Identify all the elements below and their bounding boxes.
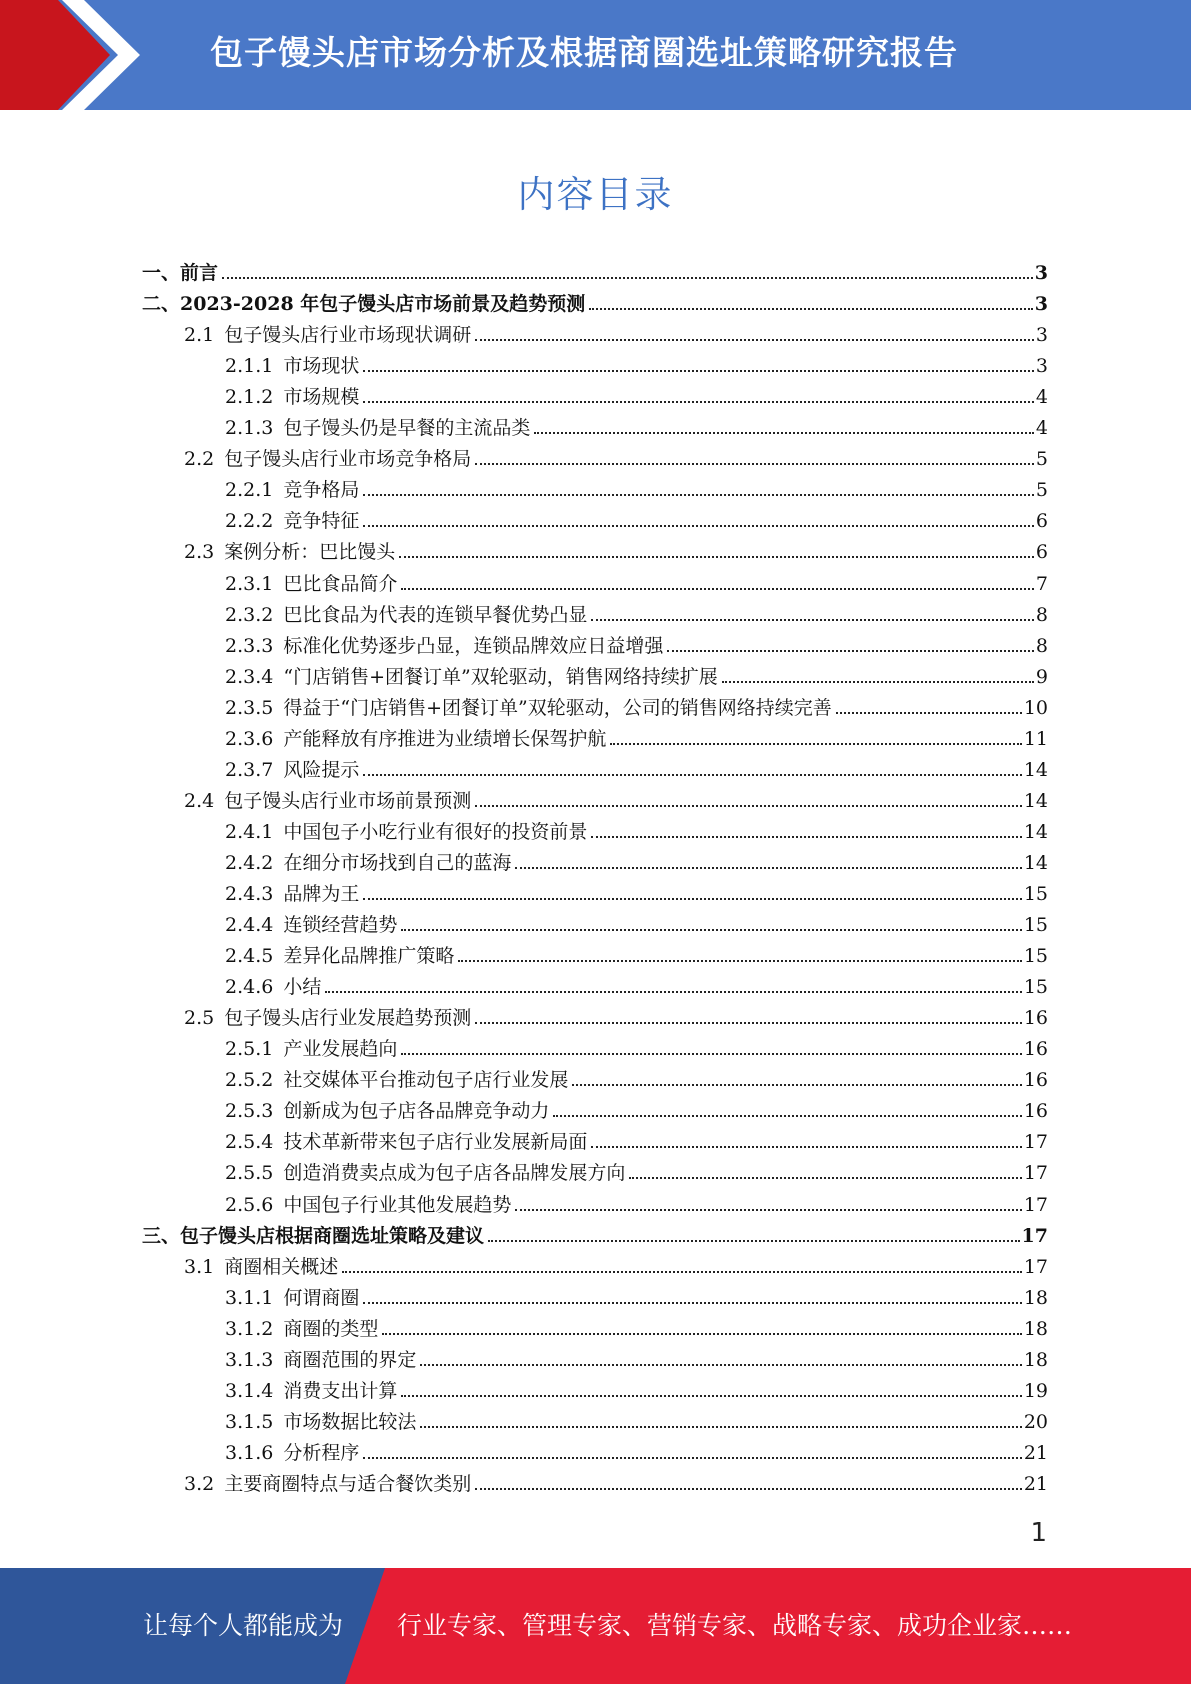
- toc-entry-label: 得益于“门店销售+团餐订单”双轮驱动，公司的销售网络持续完善: [283, 696, 832, 719]
- toc-entry[interactable]: [225, 378, 1048, 409]
- toc-leader-dots: [222, 277, 1033, 279]
- toc-entry-page: 3: [1035, 324, 1048, 347]
- toc-entry-page: 15: [1023, 945, 1048, 968]
- toc-entry-number: 2.3.3: [225, 634, 274, 657]
- toc-entry[interactable]: [225, 1434, 1048, 1465]
- toc-entry-page: 15: [1023, 976, 1048, 999]
- toc-entry[interactable]: [184, 1248, 1048, 1279]
- toc-entry-page: 17: [1021, 1224, 1048, 1247]
- toc-entry-number: 3.1.6: [225, 1441, 274, 1464]
- toc-leader-dots: [515, 1209, 1021, 1211]
- toc-entry-label: 前言: [180, 262, 219, 284]
- toc-entry-page: 16: [1023, 1069, 1048, 1092]
- toc-entry[interactable]: [225, 627, 1048, 658]
- toc-entry-label: 商圈范围的界定: [283, 1348, 417, 1371]
- toc-entry-page: 4: [1035, 386, 1048, 409]
- toc-entry-number: 2.4.2: [225, 851, 274, 874]
- toc-entry[interactable]: [225, 1123, 1048, 1154]
- toc-entry-page: 14: [1023, 789, 1048, 812]
- toc-entry-label: 分析程序: [283, 1441, 360, 1464]
- toc-entry[interactable]: [225, 844, 1048, 875]
- toc-entry-page: 8: [1035, 634, 1048, 657]
- toc-entry-label: 市场现状: [283, 355, 360, 378]
- toc-entry-number: 2.3.2: [225, 603, 274, 626]
- toc-entry-number: 2.3.4: [225, 665, 274, 688]
- toc-entry-label: 中国包子小吃行业有很好的投资前景: [283, 820, 588, 843]
- toc-entry-number: 一、: [142, 262, 181, 284]
- toc-leader-dots: [363, 494, 1034, 496]
- toc-entry[interactable]: [225, 1186, 1048, 1217]
- toc-entry[interactable]: [225, 596, 1048, 627]
- toc-leader-dots: [420, 1426, 1021, 1428]
- toc-entry-page: 4: [1035, 417, 1048, 440]
- toc-entry-page: 18: [1023, 1286, 1048, 1309]
- toc-entry-label: 差异化品牌推广策略: [283, 945, 455, 968]
- toc-entry[interactable]: [184, 999, 1048, 1030]
- toc-entry-label: “门店销售+团餐订单”双轮驱动，销售网络持续扩展: [283, 665, 718, 688]
- toc-leader-dots: [401, 929, 1021, 931]
- toc-entry-label: 消费支出计算: [283, 1379, 398, 1402]
- toc-entry-number: 3.1.5: [225, 1410, 274, 1433]
- toc-leader-dots: [399, 556, 1034, 558]
- toc-entry[interactable]: [142, 254, 1048, 285]
- toc-entry-label: 创造消费卖点成为包子店各品牌发展方向: [283, 1162, 626, 1185]
- toc-entry-label: 竞争特征: [283, 510, 360, 533]
- toc-entry-number: 2.5.3: [225, 1100, 274, 1123]
- toc-entry-number: 2.5.2: [225, 1069, 274, 1092]
- toc-leader-dots: [325, 991, 1021, 993]
- toc-leader-dots: [722, 681, 1034, 683]
- toc-entry-number: 2.1: [184, 324, 215, 347]
- toc-entry-label: 在细分市场找到自己的蓝海: [283, 851, 512, 874]
- toc-entry[interactable]: [142, 285, 1048, 316]
- toc-leader-dots: [458, 960, 1021, 962]
- toc-leader-dots: [401, 588, 1034, 590]
- header-banner: [0, 0, 1191, 110]
- toc-entry-label: 小结: [283, 976, 322, 999]
- toc-entry[interactable]: [225, 968, 1048, 999]
- toc-entry-label: 品牌为王: [283, 883, 360, 905]
- toc-leader-dots: [572, 1084, 1021, 1086]
- toc-entry-page: 17: [1023, 1131, 1048, 1154]
- toc-entry-label: 市场规模: [283, 386, 360, 409]
- toc-entry[interactable]: [225, 1154, 1048, 1185]
- toc-entry-number: 3.1.4: [225, 1379, 274, 1402]
- toc-entry-number: 2.4.3: [225, 883, 274, 905]
- toc-entry-page: 16: [1023, 1100, 1048, 1123]
- footer-slogan-right: 行业专家、管理专家、营销专家、战略专家、成功企业家……: [397, 1611, 1073, 1640]
- toc-entry-page: 21: [1023, 1472, 1048, 1495]
- toc-leader-dots: [475, 1022, 1022, 1024]
- toc-entry[interactable]: [225, 1372, 1048, 1403]
- toc-entry-label: 市场数据比较法: [283, 1410, 417, 1433]
- toc-entry[interactable]: [225, 565, 1048, 596]
- toc-entry-page: 17: [1023, 1162, 1048, 1185]
- toc-entry-number: 3.1.3: [225, 1348, 274, 1371]
- toc-entry-number: 2.3.6: [225, 727, 274, 750]
- toc-entry-label: 包子馒头店行业市场现状调研: [224, 324, 472, 347]
- toc-entry-page: 18: [1023, 1348, 1048, 1371]
- toc-entry-label: 巴比食品为代表的连锁早餐优势凸显: [283, 603, 588, 626]
- toc-leader-dots: [589, 308, 1032, 310]
- toc-leader-dots: [475, 1488, 1022, 1490]
- toc-leader-dots: [553, 1115, 1021, 1117]
- toc-entry-number: 2.3: [184, 541, 215, 564]
- toc-leader-dots: [591, 619, 1034, 621]
- toc-entry-label: 何谓商圈: [283, 1286, 360, 1309]
- toc-entry[interactable]: [225, 1341, 1048, 1372]
- toc-entry-number: 2.4: [184, 789, 215, 812]
- toc-entry-number: 2.3.7: [225, 758, 274, 781]
- toc-leader-dots: [534, 432, 1034, 434]
- toc-entry-label: 风险提示: [283, 758, 360, 781]
- toc-entry-number: 2.2: [184, 448, 215, 471]
- toc-entry-number: 2.3.1: [225, 572, 274, 595]
- toc-entry[interactable]: [225, 1061, 1048, 1092]
- toc-entry[interactable]: [225, 751, 1048, 782]
- toc-entry[interactable]: [184, 533, 1048, 564]
- toc-entry-page: 6: [1035, 541, 1048, 564]
- toc-entry-page: 9: [1035, 665, 1048, 688]
- toc-leader-dots: [488, 1240, 1020, 1242]
- toc-entry-label: 产能释放有序推进为业绩增长保驾护航: [283, 727, 607, 750]
- toc-leader-dots: [363, 401, 1034, 403]
- toc-entry-label: 社交媒体平台推动包子店行业发展: [283, 1069, 569, 1092]
- toc-entry[interactable]: [225, 689, 1048, 720]
- toc-entry-page: 16: [1023, 1038, 1048, 1061]
- toc-leader-dots: [610, 743, 1021, 745]
- toc-entry-number: 3.1.1: [225, 1286, 274, 1309]
- toc-entry-number: 三、: [142, 1224, 181, 1247]
- toc-leader-dots: [363, 525, 1034, 527]
- toc-entry-label: 商圈的类型: [283, 1317, 379, 1340]
- toc-entry[interactable]: [184, 440, 1048, 471]
- toc-entry-page: 21: [1023, 1441, 1048, 1464]
- toc-entry[interactable]: [184, 1465, 1048, 1496]
- toc-entry-label: 巴比食品简介: [283, 572, 398, 595]
- toc-entry-number: 2.1.1: [225, 355, 274, 378]
- toc-entry[interactable]: [225, 347, 1048, 378]
- toc-leader-dots: [363, 1457, 1021, 1459]
- toc-entry[interactable]: [225, 658, 1048, 689]
- toc-entry-number: 2.1.2: [225, 386, 274, 409]
- toc-leader-dots: [401, 1395, 1021, 1397]
- toc-entry-label: 包子馒头店行业市场前景预测: [224, 789, 472, 812]
- toc-leader-dots: [363, 898, 1021, 900]
- toc-entry-label: 主要商圈特点与适合餐饮类别: [224, 1472, 472, 1495]
- toc-leader-dots: [591, 1146, 1021, 1148]
- toc-heading: 内容目录: [517, 173, 674, 216]
- toc-entry[interactable]: [225, 720, 1048, 751]
- toc-entry-label: 竞争格局: [283, 479, 360, 502]
- toc-entry-number: 2.5.4: [225, 1131, 274, 1154]
- toc-leader-dots: [363, 774, 1021, 776]
- toc-entry[interactable]: [225, 1092, 1048, 1123]
- toc-leader-dots: [382, 1333, 1021, 1335]
- toc-entry-number: 2.4.5: [225, 945, 274, 968]
- toc-entry-page: 10: [1023, 696, 1048, 719]
- toc-leader-dots: [515, 867, 1021, 869]
- toc-entry-page: 15: [1023, 883, 1048, 905]
- toc-entry[interactable]: [225, 409, 1048, 440]
- toc-entry[interactable]: [225, 1403, 1048, 1434]
- toc-entry-page: 11: [1023, 727, 1048, 750]
- toc-entry-number: 2.4.4: [225, 914, 274, 937]
- toc-entry[interactable]: [225, 1310, 1048, 1341]
- toc-leader-dots: [363, 1302, 1021, 1304]
- toc-entry-page: 8: [1035, 603, 1048, 626]
- toc-entry-label: 包子馒头仍是早餐的主流品类: [283, 417, 531, 440]
- toc-entry-number: 2.5.6: [225, 1193, 274, 1216]
- toc-entry-page: 19: [1023, 1379, 1048, 1402]
- footer-slogan-left: 让每个人都能成为: [143, 1611, 344, 1640]
- toc-entry-label: 中国包子行业其他发展趋势: [283, 1193, 512, 1216]
- toc-entry-number: 3.1: [184, 1255, 215, 1278]
- toc-entry-label: 标准化优势逐步凸显，连锁品牌效应日益增强: [283, 634, 664, 657]
- toc-entry-page: 14: [1023, 851, 1048, 874]
- toc-entry-number: 2.5: [184, 1007, 215, 1030]
- toc-entry-number: 3.1.2: [225, 1317, 274, 1340]
- footer-banner: [0, 1568, 1191, 1684]
- toc-entry-label: 商圈相关概述: [224, 1255, 339, 1278]
- toc-entry-number: 3.2: [184, 1472, 215, 1495]
- toc-entry[interactable]: [225, 502, 1048, 533]
- toc-leader-dots: [836, 712, 1022, 714]
- toc-entry-number: 2.4.1: [225, 820, 274, 843]
- toc-entry-page: 17: [1023, 1193, 1048, 1216]
- page-number: 1: [1030, 1518, 1047, 1548]
- toc-entry-number: 2.1.3: [225, 417, 274, 440]
- toc-entry-page: 7: [1035, 572, 1048, 595]
- toc-entry[interactable]: [184, 782, 1048, 813]
- toc-entry-number: 2.2.2: [225, 510, 274, 533]
- toc-leader-dots: [363, 370, 1034, 372]
- toc-entry[interactable]: [184, 316, 1048, 347]
- toc-entry-label: 案例分析：巴比馒头: [224, 541, 396, 564]
- toc-entry[interactable]: [225, 875, 1048, 906]
- toc-entry-number: 2.2.1: [225, 479, 274, 502]
- toc-leader-dots: [342, 1271, 1022, 1273]
- toc-entry-number: 2.3.5: [225, 696, 274, 719]
- toc-entry-number: 2.4.6: [225, 976, 274, 999]
- toc-leader-dots: [475, 805, 1022, 807]
- toc-entry[interactable]: [225, 1030, 1048, 1061]
- toc-entry-page: 15: [1023, 914, 1048, 937]
- toc-leader-dots: [475, 463, 1034, 465]
- report-title: 包子馒头店市场分析及根据商圈选址策略研究报告: [210, 33, 958, 72]
- toc-entry-page: 16: [1023, 1007, 1048, 1030]
- toc-entry-label: 技术革新带来包子店行业发展新局面: [283, 1131, 588, 1154]
- toc-entry[interactable]: [225, 1279, 1048, 1310]
- toc-entry-page: 14: [1023, 758, 1048, 781]
- toc-entry-label: 2023-2028 年包子馒头店市场前景及趋势预测: [180, 293, 586, 316]
- toc-entry-page: 18: [1023, 1317, 1048, 1340]
- toc-entry-page: 14: [1023, 820, 1048, 843]
- toc-leader-dots: [475, 339, 1034, 341]
- toc-entry-label: 连锁经营趋势: [283, 914, 398, 937]
- toc-entry-label: 包子馒头店行业市场竞争格局: [224, 448, 472, 471]
- toc-entry-label: 包子馒头店根据商圈选址策略及建议: [180, 1224, 485, 1247]
- toc-entry-page: 3: [1035, 355, 1048, 378]
- toc-entry-page: 5: [1035, 479, 1048, 502]
- toc-leader-dots: [591, 836, 1021, 838]
- toc-entry[interactable]: [142, 1217, 1048, 1248]
- toc-leader-dots: [401, 1053, 1021, 1055]
- toc-entry-page: 5: [1035, 448, 1048, 471]
- toc-entry-number: 二、: [142, 293, 181, 316]
- toc-entry-label: 包子馒头店行业发展趋势预测: [224, 1007, 472, 1030]
- toc-entry-label: 创新成为包子店各品牌竞争动力: [283, 1100, 550, 1123]
- toc-entry[interactable]: [225, 906, 1048, 937]
- toc-entry[interactable]: [225, 937, 1048, 968]
- toc-leader-dots: [629, 1177, 1021, 1179]
- toc-leader-dots: [667, 650, 1034, 652]
- toc-entry-page: 3: [1034, 293, 1048, 316]
- toc-entry[interactable]: [225, 813, 1048, 844]
- toc-leader-dots: [420, 1364, 1021, 1366]
- toc-entry-number: 2.5.1: [225, 1038, 274, 1061]
- toc-entry-page: 6: [1035, 510, 1048, 533]
- toc-entry-page: 17: [1023, 1255, 1048, 1278]
- toc-entry[interactable]: [225, 471, 1048, 502]
- toc-entry-label: 产业发展趋向: [283, 1038, 398, 1061]
- toc-entry-page: 20: [1023, 1410, 1048, 1433]
- toc-entry-page: 3: [1034, 262, 1048, 284]
- toc-entry-number: 2.5.5: [225, 1162, 274, 1185]
- chevron-arrow-icon: [0, 0, 160, 110]
